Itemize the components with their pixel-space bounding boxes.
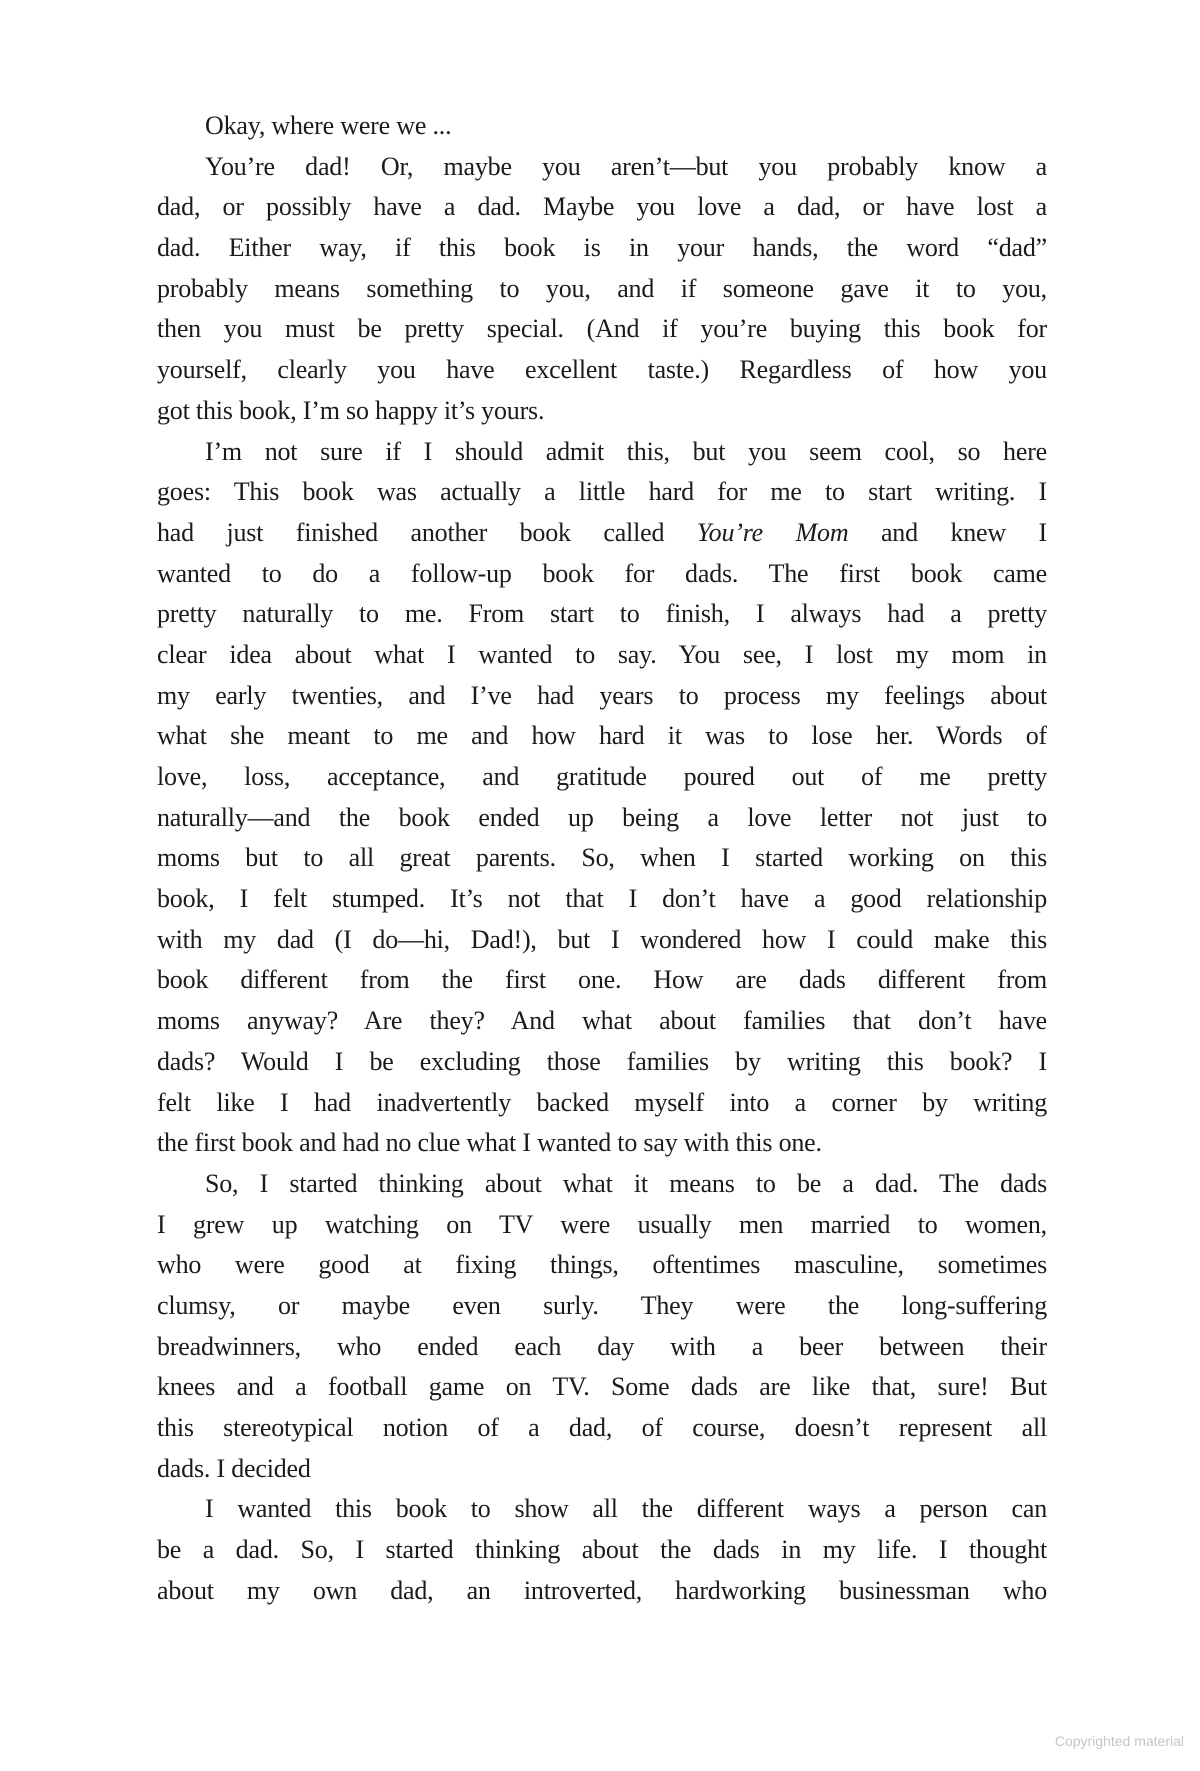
text-segment: this stereotypical notion of a dad, of course, doesn’t represent all [157, 1413, 1047, 1442]
text-line [157, 838, 1047, 879]
text-line [157, 594, 1047, 635]
text-line [157, 269, 1047, 310]
text-line [157, 879, 1047, 920]
text-line [157, 1286, 1047, 1327]
text-segment: be a dad. So, I started thinking about the dads in my life. I thought [157, 1535, 1047, 1565]
text-segment: moms anyway? Are they? And what about families that don’t have [157, 1006, 1047, 1036]
text-line [157, 391, 1047, 432]
text-segment: then you must be pretty special. (And if you’re buying this book for [157, 314, 1047, 344]
text-line [157, 350, 1047, 391]
text-segment: book, I felt stumped. It’s not that I don’t have a good relationship [157, 884, 1047, 914]
paragraph [157, 1489, 1047, 1611]
text-line [157, 1245, 1047, 1286]
text-line [157, 757, 1047, 798]
text-segment: So, I started thinking about what it means to be a dad. The dads [205, 1168, 1047, 1198]
text-segment: clear idea about what I wanted to say. You see, I lost my mom in [157, 639, 1047, 669]
text-line [157, 1367, 1047, 1408]
text-line [157, 1530, 1047, 1571]
text-segment: knees and a football game on TV. Some dads are like that, sure! But [157, 1372, 1047, 1402]
paragraph [157, 106, 1047, 147]
text-segment: got this book, I’m so happy it’s yours. [157, 395, 545, 425]
text-line [157, 1123, 1047, 1164]
text-segment: my early twenties, and I’ve had years to process my feelings about [157, 680, 1047, 710]
text-segment: dads. I decided [157, 1453, 311, 1483]
text-line [157, 1083, 1047, 1124]
text-line [157, 1164, 1047, 1205]
paragraph [157, 1164, 1047, 1490]
text-line [157, 798, 1047, 839]
text-line [157, 187, 1047, 228]
text-line [157, 716, 1047, 757]
text-line [157, 960, 1047, 1001]
text-segment: and knew I [848, 517, 1047, 547]
text-segment: I wanted this book to show all the different ways a person can [205, 1494, 1047, 1524]
text-segment: naturally—and the book ended up being a love letter not just to [157, 802, 1047, 832]
text-line [157, 147, 1047, 188]
text-segment: pretty naturally to me. From start to finish, I always had a pretty [157, 599, 1047, 629]
text-segment: yourself, clearly you have excellent taste.) Regardless of how you [157, 355, 1047, 385]
body-text [157, 106, 1047, 1611]
text-line [157, 1571, 1047, 1612]
text-segment: the first book and had no clue what I wanted to say with this one. [157, 1128, 822, 1158]
text-line [157, 1205, 1047, 1246]
text-segment: about my own dad, an introverted, hardworking businessman who [157, 1575, 1047, 1605]
text-line [157, 472, 1047, 513]
text-line [157, 1408, 1047, 1449]
text-segment: love, loss, acceptance, and gratitude poured out of me pretty [157, 762, 1047, 791]
text-line [157, 554, 1047, 595]
text-segment: clumsy, or maybe even surly. They were the long-suffering [157, 1290, 1047, 1320]
text-segment: goes: This book was actually a little hard for me to start writing. I [157, 477, 1047, 507]
text-segment: moms but to all great parents. So, when I started working on this [157, 843, 1047, 873]
copyright-watermark: Copyrighted material [1054, 1733, 1184, 1749]
paragraph [157, 432, 1047, 1164]
text-segment: dads? Would I be excluding those families by writing this book? I [157, 1046, 1047, 1076]
text-segment: what she meant to me and how hard it was to lose her. Words of [157, 721, 1047, 751]
text-segment: I grew up watching on TV were usually men married to women, [157, 1209, 1047, 1239]
text-line [157, 1001, 1047, 1042]
text-segment: dad, or possibly have a dad. Maybe you love a dad, or have lost a [157, 192, 1047, 222]
text-line [157, 1327, 1047, 1368]
text-line [157, 309, 1047, 350]
text-segment: breadwinners, who ended each day with a beer between their [157, 1331, 1047, 1361]
text-line [157, 635, 1047, 676]
text-line [157, 228, 1047, 269]
text-line [157, 106, 1047, 147]
text-segment: book different from the first one. How are dads different from [157, 965, 1047, 995]
text-segment: You’re dad! Or, maybe you aren’t—but you probably know a [205, 151, 1047, 181]
text-line [157, 1449, 1047, 1490]
text-line [157, 1489, 1047, 1530]
text-segment: dad. Either way, if this book is in your hands, the word “dad” [157, 233, 1047, 263]
text-line [157, 1042, 1047, 1083]
text-segment: had just finished another book called [157, 517, 697, 547]
text-segment: I’m not sure if I should admit this, but you seem cool, so here [205, 436, 1047, 466]
paragraph [157, 147, 1047, 432]
text-line [157, 432, 1047, 473]
text-segment: Okay, where were we ... [205, 111, 452, 140]
text-segment: who were good at fixing things, oftentimes masculine, sometimes [157, 1250, 1047, 1280]
text-line [157, 676, 1047, 717]
text-line [157, 513, 1047, 554]
text-segment: with my dad (I do—hi, Dad!), but I wondered how I could make this [157, 924, 1047, 954]
italic-book-title: You’re Mom [696, 517, 849, 547]
text-segment: probably means something to you, and if someone gave it to you, [157, 273, 1047, 303]
text-segment: felt like I had inadvertently backed myself into a corner by writing [157, 1087, 1047, 1117]
text-segment: wanted to do a follow-up book for dads. The first book came [157, 558, 1047, 588]
text-line [157, 920, 1047, 961]
